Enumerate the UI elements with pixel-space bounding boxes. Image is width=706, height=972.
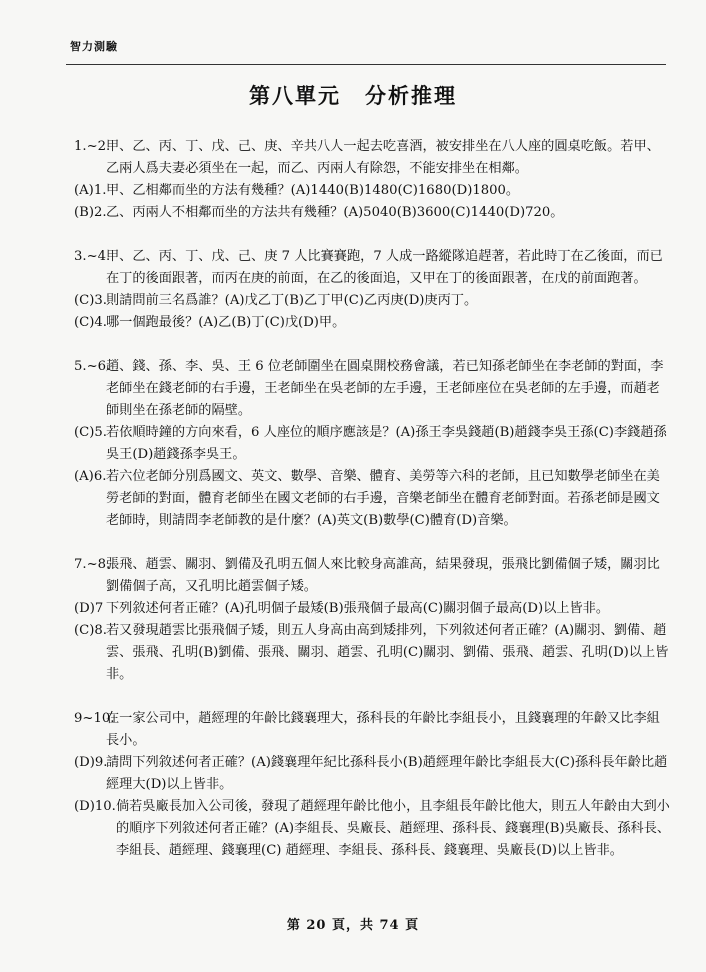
question-text: 若依順時鐘的方向來看，6 人座位的順序應該是？(A)孫王李吳錢趙(B)趙錢李吳王孫(C)李錢趙孫吳王(D)趙錢孫李吳王。 [106,425,667,462]
question-text: 甲、乙相鄰而坐的方法有幾種？(A)1440(B)1480(C)1680(D)1800。 [106,183,520,198]
question-item [74,620,672,686]
question-text: 若又發現趙雲比張飛個子矮，則五人身高由高到矮排列，下列敘述何者正確？(A)關羽、劉備、趙雲、張飛、孔明(B)劉備、張飛、關羽、趙雲、孔明(C)關羽、劉備、張飛、趙雲、孔明(D)以上皆非。 [106,623,669,682]
question-number: (A)1. [74,183,107,198]
question-text: 請問下列敘述何者正確？(A)錢襄理年紀比孫科長小(B)趙經理年齡比李組長大(C)孫科長年齡比趙經理大(D)以上皆非。 [106,755,668,792]
question-item [74,752,672,796]
group-number: 3.~4. [74,249,111,264]
unit-name: 分析推理 [365,83,457,108]
group-intro [74,246,672,290]
question-number: (D)7 [74,601,104,616]
question-group-1-2 [74,136,672,224]
group-number: 1.~2. [74,139,111,154]
question-number: (A)6. [74,469,107,484]
question-text: 則請問前三名爲誰？(A)戊乙丁(B)乙丁甲(C)乙丙庚(D)庚丙丁。 [106,293,478,308]
group-text: 張飛、趙雲、關羽、劉備及孔明五個人來比較身高誰高，結果發現，張飛比劉備個子矮，關羽比劉備個子高，又孔明比趙雲個子矮。 [106,557,660,594]
question-content [74,136,672,884]
question-number: (D)9. [74,755,108,770]
question-item [74,312,672,334]
unit-title [0,80,706,110]
question-group-5-6 [74,356,672,532]
group-text: 甲、乙、丙、丁、戊、己、庚 7 人比賽賽跑，7 人成一路縱隊追趕著，若此時丁在乙後面，而已在丁的後面跟著，而丙在庚的前面，在乙的後面追，又甲在丁的後面跟著，在戊的前面跑著。 [106,249,663,286]
group-text: 趙、錢、孫、李、吳、王 6 位老師圍坐在圓桌開校務會議，若已知孫老師坐在李老師的對面，李老師坐在錢老師的右手邊，王老師坐在吳老師的左手邊，王老師座位在吳老師的左手邊，而趙老師則坐在孫老師的隔壁。 [106,359,664,418]
group-number: 9~10. [74,711,115,726]
group-intro [74,136,672,180]
question-text: 哪一個跑最後？(A)乙(B)丁(C)戊(D)甲。 [106,315,346,330]
question-number: (C)4. [74,315,107,330]
question-item [74,796,672,862]
question-item [74,202,672,224]
group-intro [74,554,672,598]
unit-number: 第八單元 [249,83,341,108]
group-intro [74,708,672,752]
page-number: 第 20 頁，共 74 頁 [286,918,420,933]
group-intro [74,356,672,422]
question-item [74,290,672,312]
question-number: (D)10. [74,799,116,814]
question-item [74,598,672,620]
question-number: (C)5. [74,425,107,440]
question-group-7-8 [74,554,672,686]
header-label: 智力測驗 [70,40,118,53]
question-item [74,422,672,466]
question-text: 乙、丙兩人不相鄰而坐的方法共有幾種？(A)5040(B)3600(C)1440(D)720。 [106,205,564,220]
question-text: 若六位老師分別爲國文、英文、數學、音樂、體育、美勞等六科的老師，且已知數學老師坐在美勞老師的對面，體育老師坐在國文老師的右手邊，音樂老師坐在體育老師對面。若孫老師是國文老師時，則請問李老師教的是什麼？(A)英文(B)數學(C)體育(D)音樂。 [106,469,660,528]
question-text: 下列敘述何者正確？(A)孔明個子最矮(B)張飛個子最高(C)關羽個子最高(D)以上皆非。 [106,601,610,616]
group-number: 7.~8. [74,557,111,572]
group-number: 5.~6. [74,359,111,374]
group-text: 甲、乙、丙、丁、戊、己、庚、辛共八人一起去吃喜酒，被安排坐在八人座的圓桌吃飯。若甲、乙兩人爲夫妻必須坐在一起，而乙、丙兩人有除怨，不能安排坐在相鄰。 [106,139,660,176]
question-item [74,466,672,532]
question-number: (B)2. [74,205,107,220]
group-text: 在一家公司中，趙經理的年齡比錢襄理大，孫科長的年齡比李組長小，且錢襄理的年齡又比李組長小。 [106,711,660,748]
question-group-3-4 [74,246,672,334]
question-number: (C)3. [74,293,107,308]
question-group-9-10 [74,708,672,862]
header-divider [66,64,666,65]
question-text: 倘若吳廠長加入公司後，發現了趙經理年齡比他小，且李組長年齡比他大，則五人年齡由大到小的順序下列敘述何者正確？(A)李組長、吳廠長、趙經理、孫科長、錢襄理(B)吳廠長、孫科長、李組長、趙經理、錢襄理(C) 趙經理、李組長、孫科長、錢襄理、吳廠長(D)以上皆非。 [116,799,671,858]
question-item [74,180,672,202]
question-number: (C)8. [74,623,107,638]
